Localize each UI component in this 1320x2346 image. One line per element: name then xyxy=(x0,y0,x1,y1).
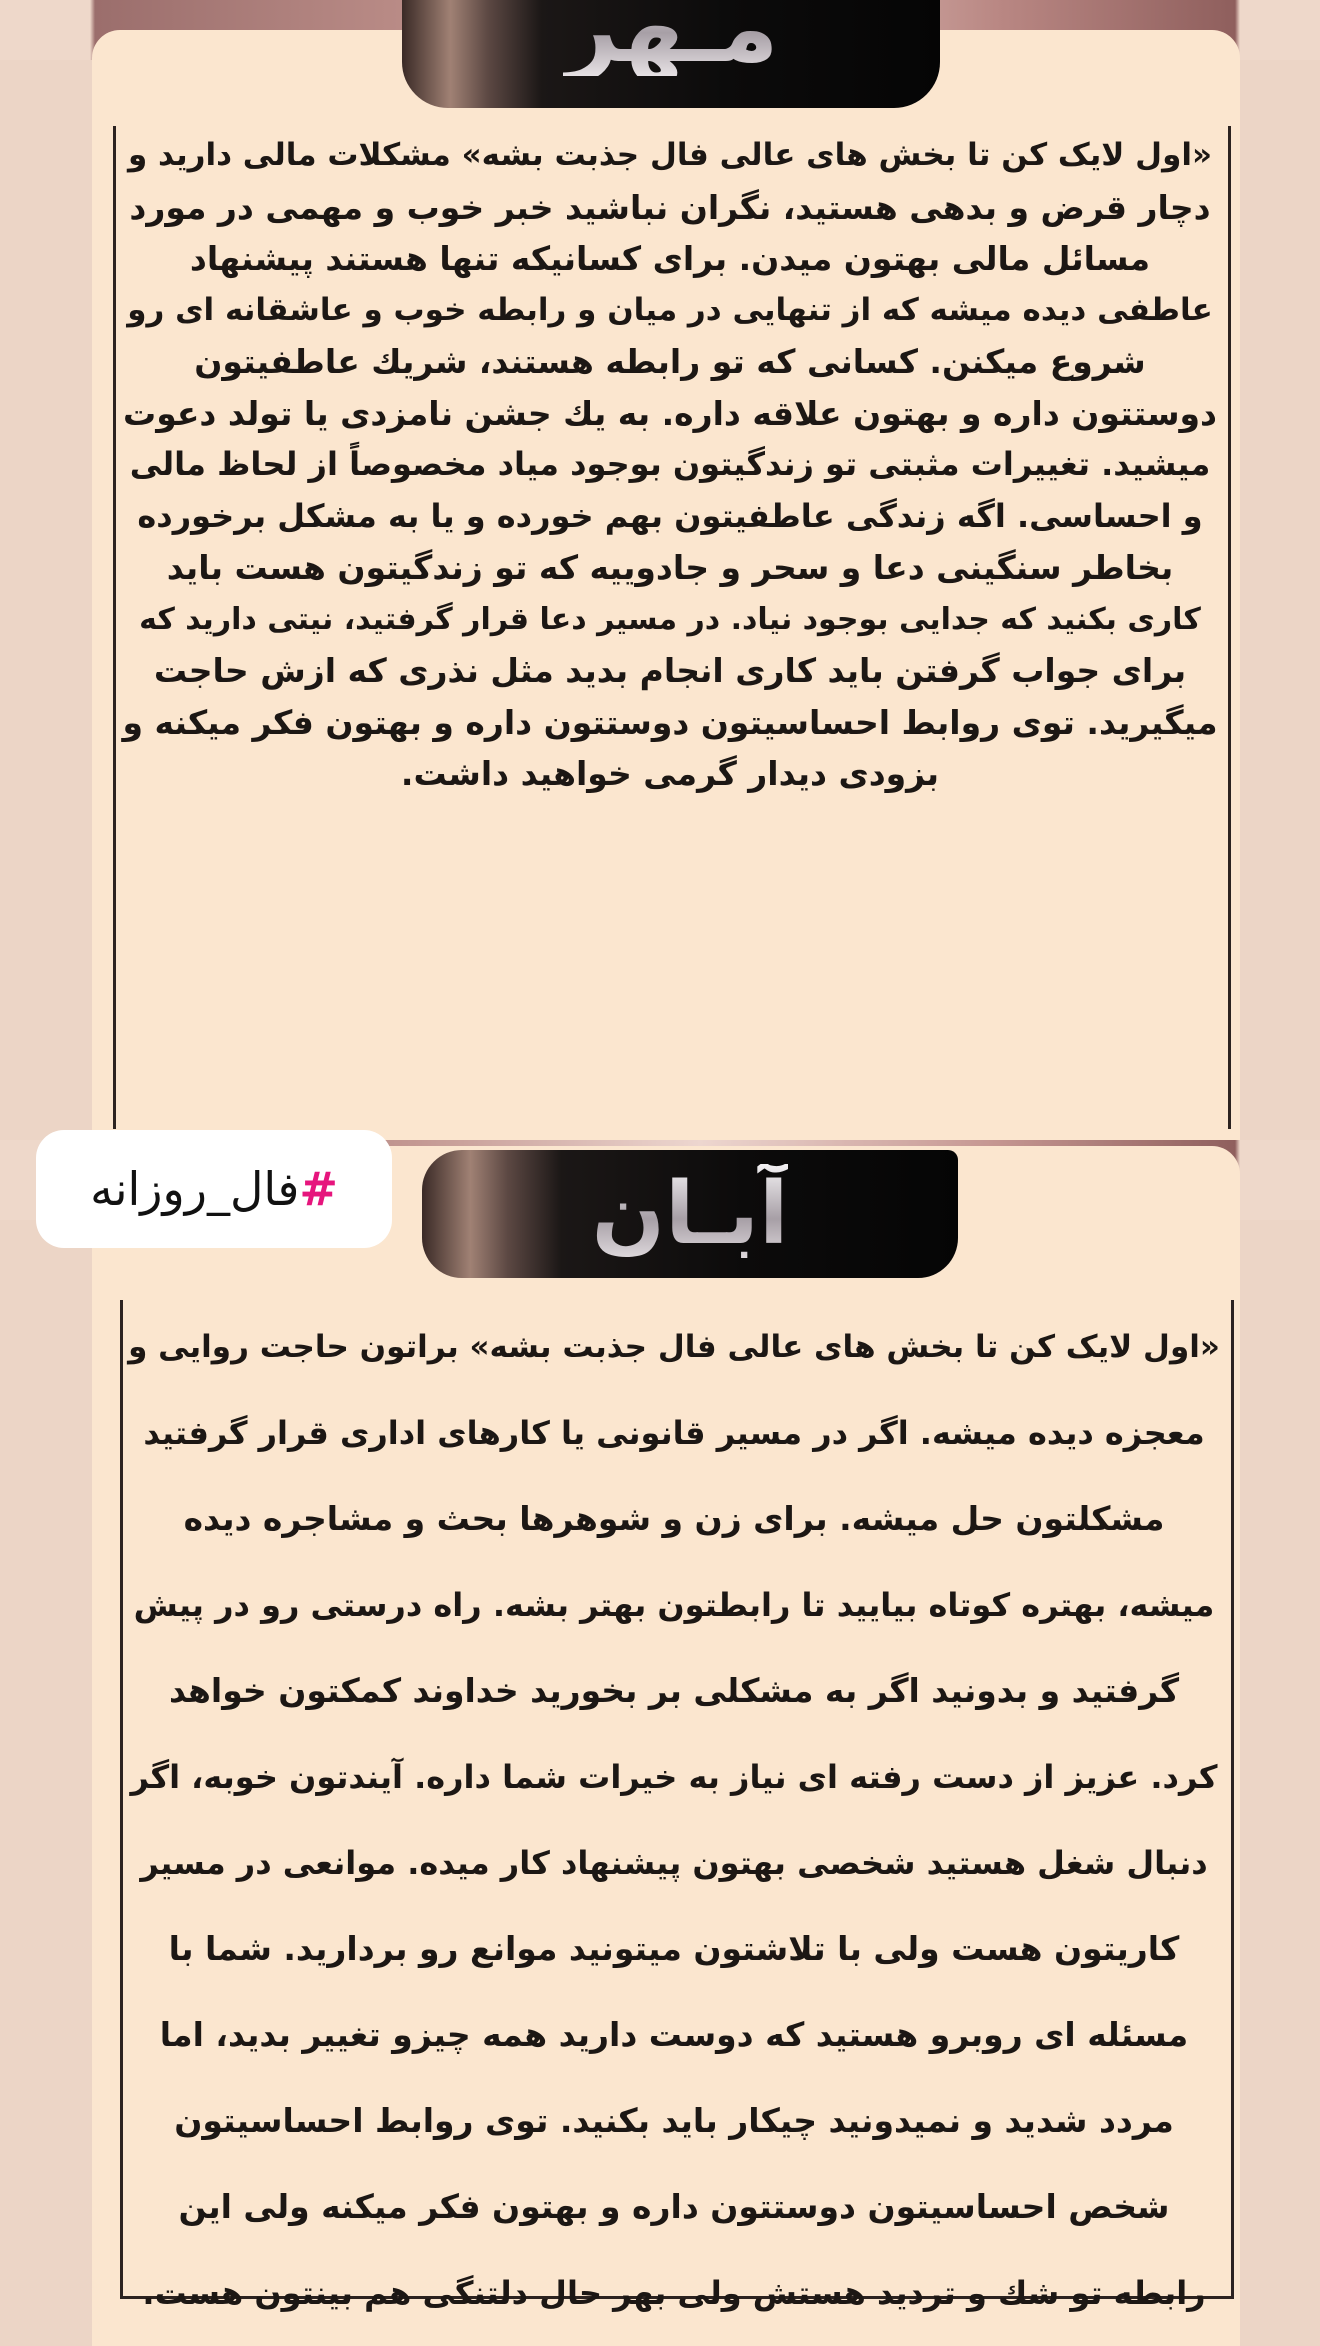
hashtag-text: فال_روزانه xyxy=(90,1162,300,1216)
text-line: دوستتون داره و بهتون علاقه داره. به يك جشن نامزدی یا تولد دعوت xyxy=(123,393,1217,433)
text-line: میشه، بهتره کوتاه بیایید تا رابطتون بهتر بشه. راه درستی رو در پیش xyxy=(133,1586,1215,1624)
text-line: شخص احساسیتون دوستتون داره و بهتون فکر میکنه ولی این xyxy=(178,2187,1170,2226)
text-line: مسئله ای روبرو هستید که دوست دارید همه چیزو تغییر بدید، اما xyxy=(159,2015,1189,2054)
text-line: دنبال شغل هستید شخصی بهتون پیشنهاد کار میده. موانعی در مسیر xyxy=(140,1844,1208,1882)
text-line: کاری بکنید که جدایی بوجود نیاد. در مسیر دعا قرار گرفتید، نیتی دارید که xyxy=(139,601,1201,637)
text-line: میگیرید. توی روابط احساسیتون دوستتون داره و بهتون فکر میکنه و xyxy=(122,702,1218,742)
text-line: معجزه دیده میشه. اگر در مسیر قانونی یا کارهای اداری قرار گرفتید xyxy=(143,1414,1205,1452)
text-line: «اول لایک کن تا بخش های عالی فال جذبت بشه» براتون حاجت روایی و xyxy=(128,1329,1220,1365)
text-line: مردد شدید و نمیدونید چیکار باید بکنید. توی روابط احساسیتون xyxy=(174,2101,1174,2140)
text-line: گرفتید و بدونید اگر به مشکلی بر بخورید خداوند کمکتون خواهد xyxy=(168,1671,1180,1710)
text-line: بزودی دیدار گرمی خواهید داشت. xyxy=(400,754,940,793)
text-line: میشید. تغییرات مثبتی تو زندگیتون بوجود میاد مخصوصاً از لحاظ مالی xyxy=(129,445,1211,483)
text-line: کرد. عزیز از دست رفته ای نیاز به خیرات شما داره. آیندتون خوبه، اگر xyxy=(130,1758,1218,1796)
text-line: کاریتون هست ولی با تلاشتون میتونید موانع رو بردارید. شما با xyxy=(168,1929,1180,1968)
hashtag-symbol: # xyxy=(299,1162,338,1216)
text-line: عاطفی دیده میشه که از تنهایی در میان و رابطه خوب و عاشقانه ای رو xyxy=(127,291,1213,328)
text-line: برای جواب گرفتن باید کاری انجام بدید مثل نذری که ازش حاجت xyxy=(153,651,1187,690)
text-line: مسائل مالی بهتون میدن. برای کسانیکه تنها هستند پیشنهاد xyxy=(189,239,1151,278)
section-title-plate-aban xyxy=(422,1150,958,1278)
hashtag-sticker[interactable] xyxy=(36,1130,392,1248)
text-line: بخاطر سنگینی دعا و سحر و جادوییه که تو زندگیتون هست باید xyxy=(166,548,1174,587)
text-line: شروع میکنن. کسانی که تو رابطه هستند، شريك عاطفیتون xyxy=(194,342,1146,381)
text-line: مشکلتون حل میشه. برای زن و شوهرها بحث و مشاجره دیده xyxy=(183,1499,1165,1538)
horoscope-text-aban xyxy=(124,1304,1224,2336)
horoscope-text-mehr xyxy=(118,130,1222,800)
section-title-plate-mehr xyxy=(402,0,940,108)
text-line: و احساسی. اگه زندگی عاطفیتون بهم خورده و یا به مشکل برخورده xyxy=(137,496,1203,535)
section-title-mehr: مـهر xyxy=(563,0,778,76)
section-title-aban: آبـان xyxy=(591,1164,789,1264)
text-line: دچار قرض و بدهی هستید، نگران نباشید خبر خوب و مهمی در مورد xyxy=(129,187,1211,227)
text-line: «اول لایک کن تا بخش های عالی فال جذبت بشه» مشکلات مالی دارید و xyxy=(127,137,1212,173)
text-line: رابطه تو شك و تردید هستش ولی بهر حال دلتنگی هم بینتون هست. xyxy=(142,2274,1206,2312)
